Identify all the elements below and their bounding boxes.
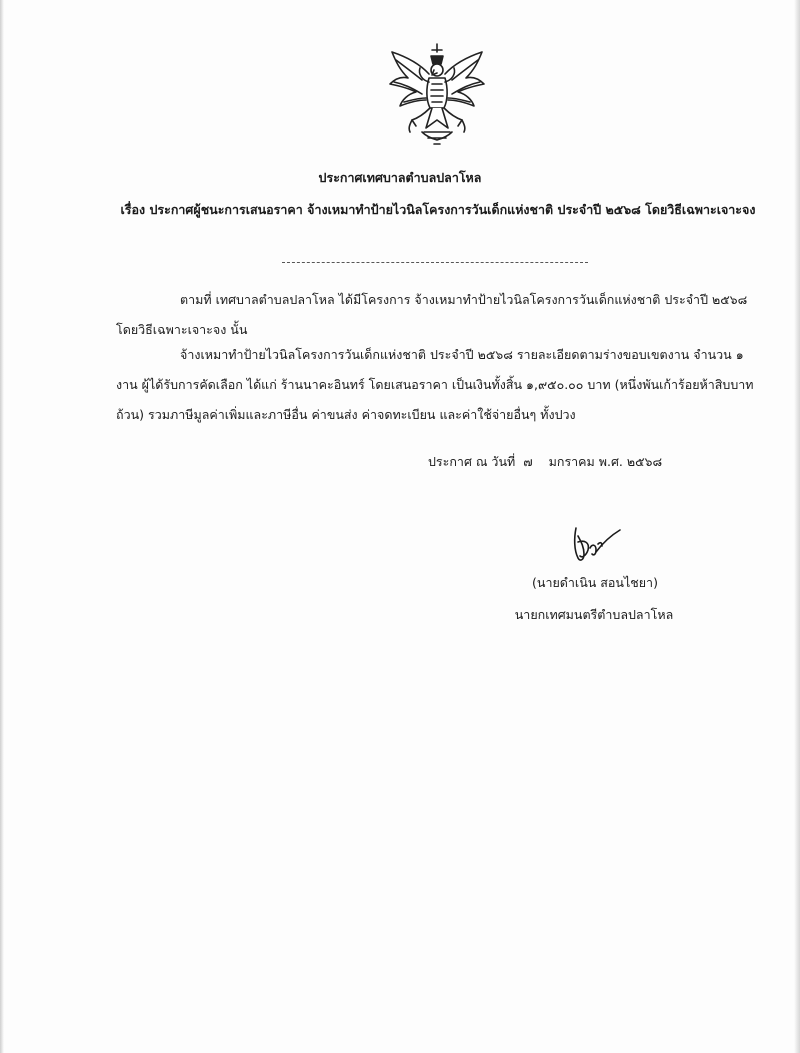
scan-edge-left [0, 0, 4, 1053]
scan-edge-right [794, 0, 800, 1053]
signatory-name: (นายดำเนิน สอนไชยา) [532, 575, 658, 590]
announcement-date [428, 452, 662, 472]
garuda-emblem-icon [382, 40, 492, 150]
handwritten-signature [566, 522, 626, 572]
announcement-subject: เรื่อง ประกาศผู้ชนะการเสนอราคา จ้างเหมาทำป้ายไวนิลโครงการวันเด็กแห่งชาติ ประจำปี ๒๕๖๘ โดยวิธีเฉพาะเจาะจง [120, 202, 756, 217]
body-paragraph-2: จ้างเหมาทำป้ายไวนิลโครงการวันเด็กแห่งชาติ ประจำปี ๒๕๖๘ รายละเอียดตามร่างขอบเขตงาน จำนวน ๑ งาน ผู้ได้รับการคัดเลือก ได้แก่ ร้านนาคะอินทร์ โดยเสนอราคา เป็นเงินทั้งสิ้น ๑,๙๕๐.๐๐ บาท (หนึ่งพันเก้าร้อยห้าสิบบาทถ้วน) รวมภาษีมูลค่าเพิ่มและภาษีอื่น ค่าขนส่ง ค่าจดทะเบียน และค่าใช้จ่ายอื่นๆ ทั้งปวง [116, 347, 754, 422]
date-month-year: มกราคม พ.ศ. ๒๕๖๘ [548, 454, 663, 469]
date-prefix: ประกาศ ณ วันที่ [428, 454, 516, 469]
signatory-position: นายกเทศมนตรีตำบลปลาโหล [514, 607, 674, 622]
announcement-title: ประกาศเทศบาลตำบลปลาโหล [318, 170, 482, 185]
date-day: ๗ [523, 454, 533, 469]
body-paragraph-1: ตามที่ เทศบาลตำบลปลาโหล ได้มีโครงการ จ้างเหมาทำป้ายไวนิลโครงการวันเด็กแห่งชาติ ประจำปี ๒๕๖๘ โดยวิธีเฉพาะเจาะจง นั้น [116, 292, 748, 337]
divider-line [282, 262, 588, 263]
